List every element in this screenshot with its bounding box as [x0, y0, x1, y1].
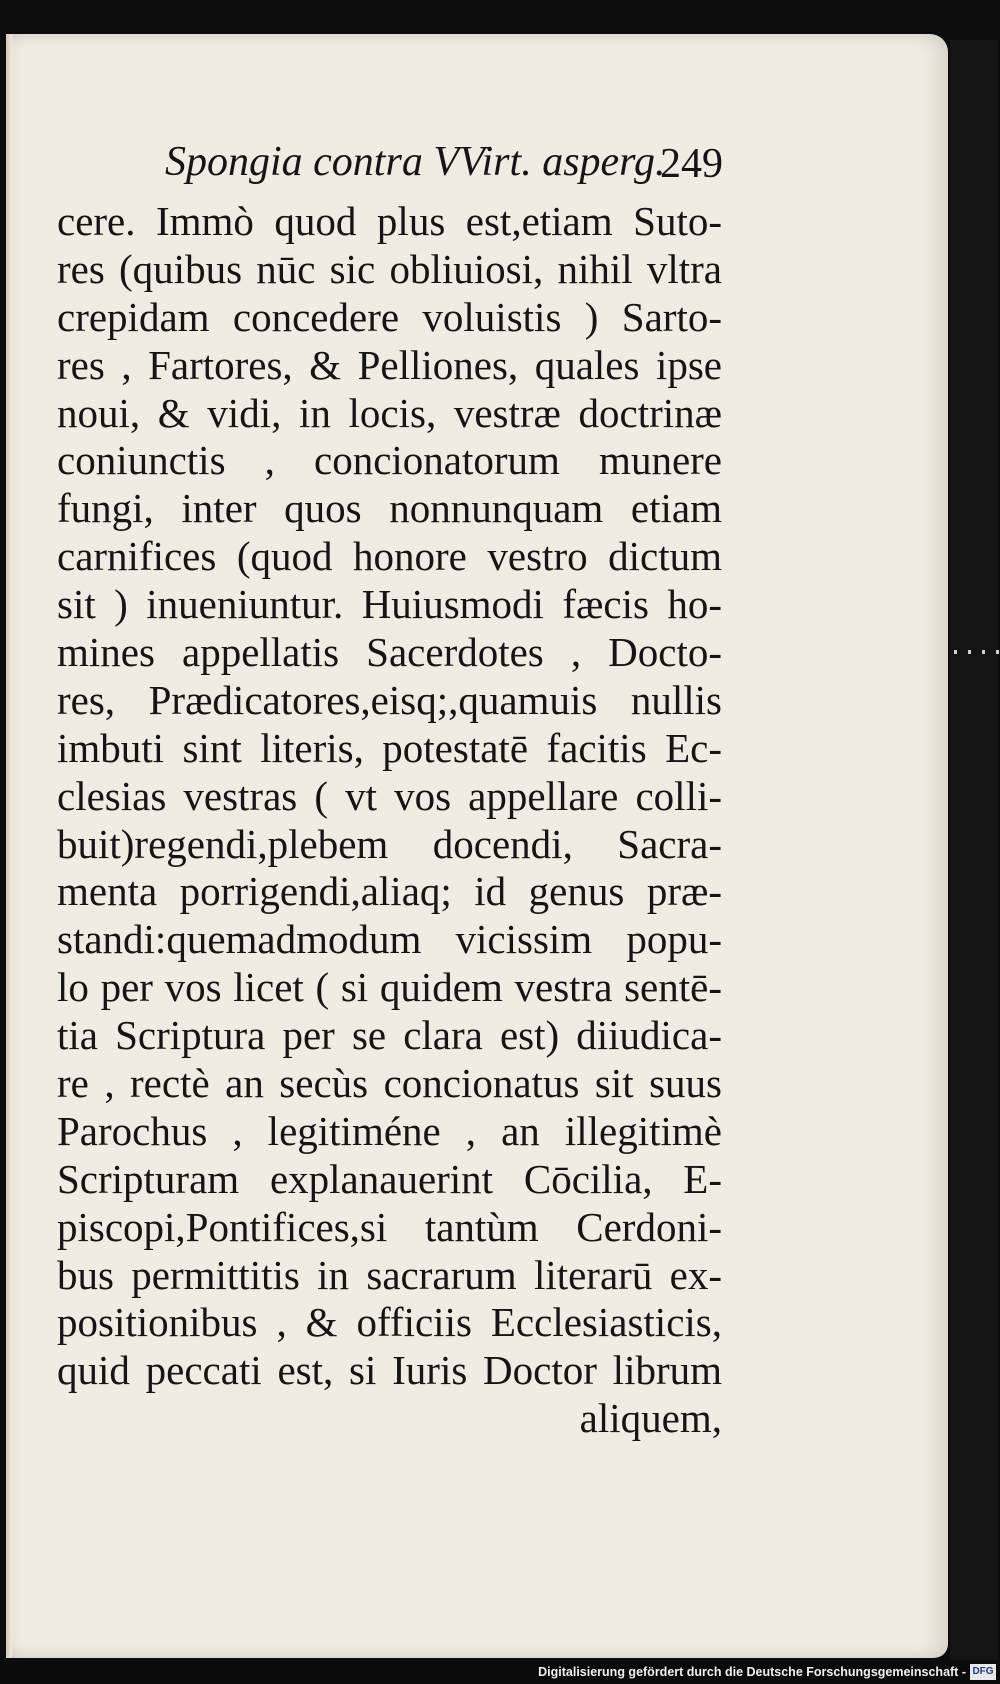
text-line: crepidam concedere voluistis ) Sarto- — [57, 293, 722, 340]
text-line: cere. Immò quod plus est,etiam Suto- — [57, 198, 722, 244]
text-line: tia Scriptura per se clara est) diiudica- — [57, 1012, 722, 1059]
text-line: clesias vestras ( vt vos appellare colli- — [57, 772, 722, 819]
text-line: positionibus , & officiis Ecclesiasticis, — [57, 1299, 722, 1346]
text-line: coniunctis , concionatorum munere — [57, 437, 722, 484]
text-line: res, Prædicatores,eisq;,quamuis nullis — [57, 676, 722, 723]
text-line: mines appellatis Sacerdotes , Docto- — [57, 629, 722, 676]
text-line: quid peccati est, si Iuris Doctor librum — [57, 1347, 722, 1394]
edge-dots — [954, 650, 1000, 654]
text-line: menta porrigendi,aliaq; id genus præ- — [57, 868, 722, 915]
running-head: Spongia contra VVirt. asperg. — [165, 139, 666, 185]
text-line: Parochus , legitiméne , an illegitimè — [57, 1107, 722, 1154]
text-line: re , rectè an secùs concionatus sit suus — [57, 1060, 722, 1107]
text-line: fungi, inter quos nonnunquam etiam — [57, 485, 722, 532]
text-line: buit)regendi,plebem docendi, Sacra- — [57, 820, 722, 867]
text-line: res (quibus nūc sic obliuiosi, nihil vltra — [57, 245, 722, 292]
page-number: 249 — [660, 141, 723, 187]
text-line: bus permittitis in sacrarum literarū ex- — [57, 1251, 722, 1298]
text-line: res , Fartores, & Pelliones, quales ipse — [57, 341, 722, 388]
funding-credit: Digitalisierung gefördert durch die Deutsche Forschungsgemeinschaft - — [538, 1665, 966, 1679]
text-block — [57, 198, 722, 1443]
text-line: standi:quemadmodum vicissim popu- — [57, 916, 722, 963]
text-line: sit ) inueniuntur. Huiusmodi fæcis ho- — [57, 581, 722, 628]
text-line: imbuti sint literis, potestatē facitis Ec- — [57, 724, 722, 771]
page-edge-strip — [950, 40, 998, 1660]
text-line: piscopi,Pontifices,si tantùm Cerdoni- — [57, 1203, 722, 1250]
text-line: noui, & vidi, in locis, vestræ doctrinæ — [57, 389, 722, 436]
catchword: aliquem, — [579, 1395, 722, 1442]
text-line: carnifices (quod honore vestro dictum — [57, 533, 722, 580]
text-line: Scripturam explanauerint Cōcilia, E- — [57, 1155, 722, 1202]
dfg-logo: DFG — [970, 1664, 996, 1680]
text-line: lo per vos licet ( si quidem vestra sentē- — [57, 964, 722, 1011]
